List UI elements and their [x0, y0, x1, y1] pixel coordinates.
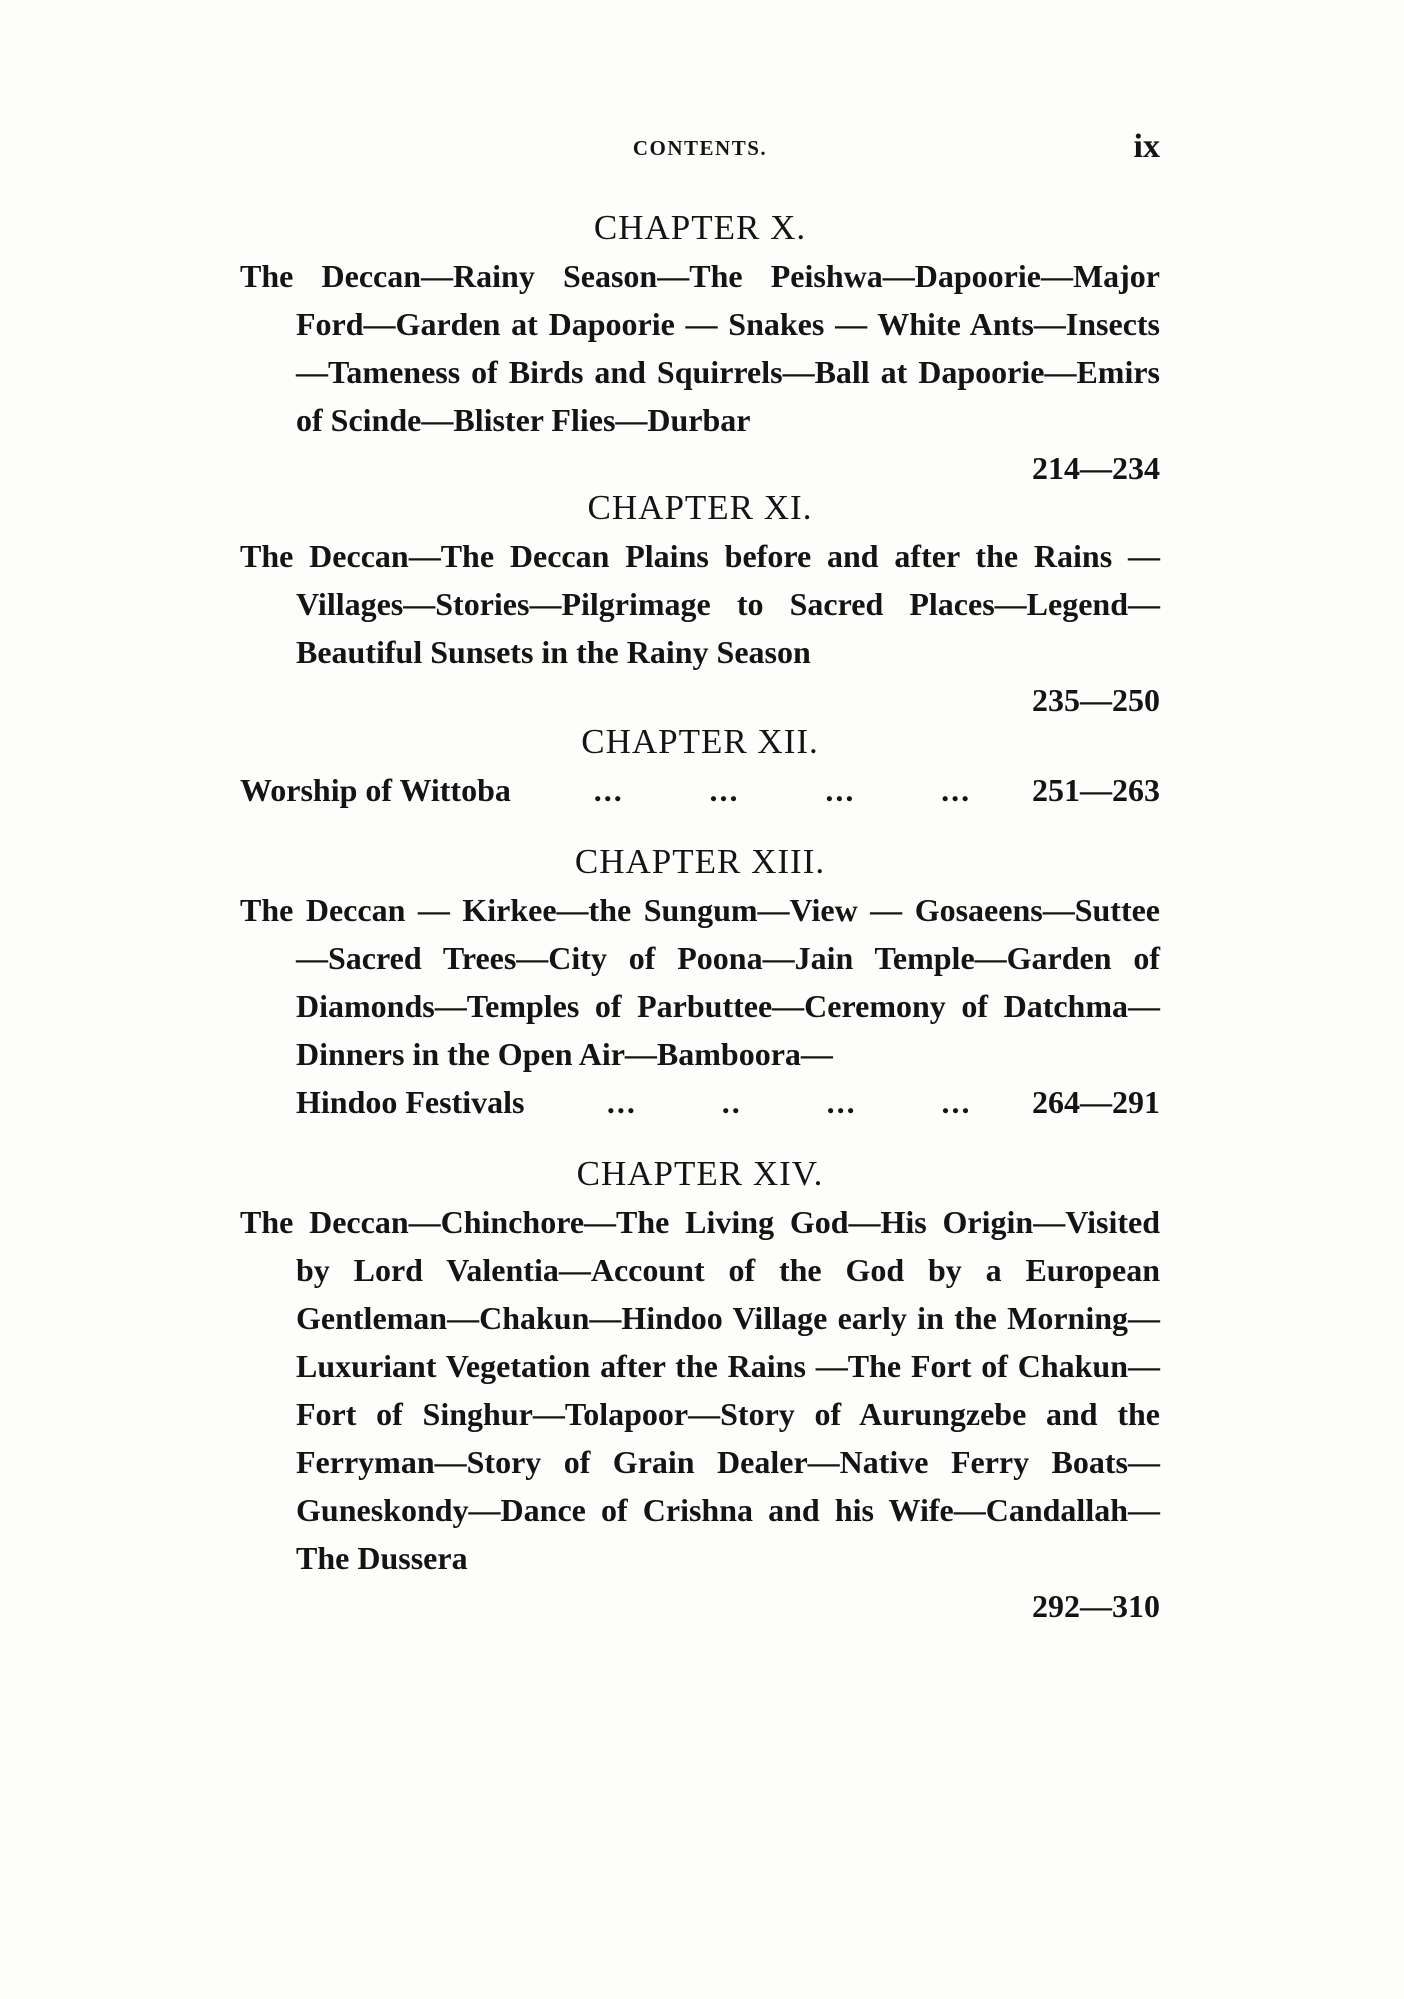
- chapter-x: [240, 204, 1160, 492]
- entry-title: Worship of Wittoba: [240, 772, 511, 808]
- chapter-xiv: [240, 1150, 1160, 1630]
- chapter-summary: The Deccan — Kirkee—the Sungum—View — Gosaeens—Suttee—Sacred Trees—City of Poona—Jain Temple—Garden of Diamonds—Temples of Parbuttee—Ceremony of Datchma—Dinners in the Open Air—Bamboora—: [240, 892, 1160, 1072]
- running-head: [240, 128, 1160, 168]
- page-range: 235—250: [1032, 682, 1160, 718]
- chapter-heading: CHAPTER X.: [593, 208, 807, 247]
- chapter-heading: CHAPTER XIII.: [574, 842, 826, 881]
- chapter-summary: The Deccan—The Deccan Plains before and after the Rains —Villages—Stories—Pilgrimage to Sacred Places—Legend—Beautiful Sunsets in the Rainy Season: [240, 538, 1160, 670]
- chapter-heading: CHAPTER XII.: [581, 722, 819, 761]
- page-range: 251—263: [1032, 772, 1160, 808]
- chapter-xiii: [240, 838, 1160, 1126]
- chapter-heading: CHAPTER XIV.: [576, 1154, 824, 1193]
- chapter-summary: The Deccan—Rainy Season—The Peishwa—Dapoorie—Major Ford—Garden at Dapoorie — Snakes — White Ants—Insects—Tameness of Birds and Squirrels—Ball at Dapoorie—Emirs of Scinde—Blister Flies—Durbar: [240, 258, 1160, 438]
- page-range: 214—234: [1032, 450, 1160, 486]
- chapter-xii: [240, 718, 1160, 814]
- contents-entry: [240, 766, 1160, 814]
- entry-title: Hindoo Festivals: [296, 1084, 525, 1120]
- chapter-heading: CHAPTER XI.: [587, 488, 813, 527]
- dot-leaders: ... .. ... ...: [606, 1084, 972, 1120]
- chapter-xi: [240, 484, 1160, 724]
- page-number: ix: [1133, 128, 1160, 165]
- running-title: CONTENTS.: [632, 136, 768, 160]
- contents-entry: [240, 1078, 1160, 1126]
- page-range: 264—291: [1032, 1084, 1160, 1120]
- dot-leaders: ... ... ... ...: [593, 772, 972, 808]
- chapter-summary: The Deccan—Chinchore—The Living God—His Origin—Visited by Lord Valentia—Account of the God by a European Gentleman—Chakun—Hindoo Village early in the Morning—Luxuriant Vegetation after the Rains —The Fort of Chakun—Fort of Singhur—Tolapoor—Story of Aurungzebe and the Ferryman—Story of Grain Dealer—Native Ferry Boats—Guneskondy—Dance of Crishna and his Wife—Candallah—The Dussera: [240, 1204, 1160, 1576]
- page-range: 292—310: [1032, 1588, 1160, 1624]
